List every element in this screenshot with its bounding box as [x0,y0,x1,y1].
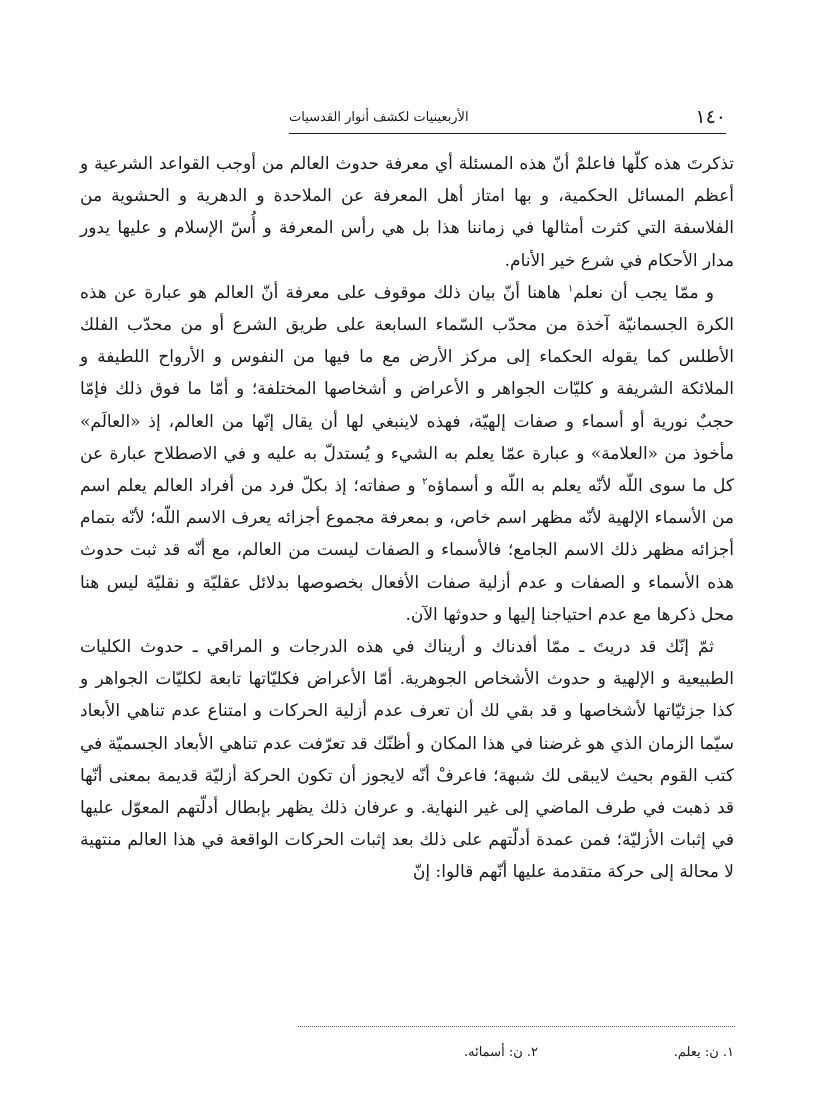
paragraph-2 [80,277,734,631]
paragraph-1: تذكرتَ هذه كلّها فاعلمْ أنّ هذه المسئلة أي معرفة حدوث العالم من أوجب القواعد الشرعية و أعظم المسائل الحكمية، و بها امتاز أهل المعرفة عن الملاحدة و الدهرية و الحشوية من الفلاسفة التي كثرت أمثالها في زماننا هذا بل هي رأس المعرفة و أُسّ الإسلام و عليها يدور مدار الأحكام في شرع خير الأنام. [80,154,734,271]
footnote-1: ١. ن: يعلم. [673,1045,734,1060]
paragraph-2-part-2: هاهنا أنّ بيان ذلك موقوف على معرفة أنّ العالم هو عبارة عن هذه الكرة الجسمانيّة آخذة من محدّب السّماء السابعة على طريق الشرع أو من محدّب الفلك الأطلس كما يقوله الحكماء إلى مركز الأرض مع ما فيها من النفوس و الأرواح اللطيفة و الملائكة الشريفة و كليّات الجواهر و الأعراض و أشخاصها المختلفة؛ و أمّا ما فوق ذلك فإمّا حجبٌ نورية أو أسماء و صفات إلهيّة، فهذه لاينبغي لها أن يقال إنّها من العالم، إذ «العالَم» مأخوذ من «العلامة» و عبارة عمّا يعلم به الشيء و يُستدلّ به عليه و في الاصطلاح عبارة عن كل ما سوى اللّه لأنّه يعلم به اللّه و أسماؤه [80,282,734,497]
header-divider [289,133,726,134]
main-text [80,148,734,889]
page-number: ١٤٠ [695,106,726,128]
footnote-2: ٢. ن: أسمائه. [463,1045,538,1060]
paragraph-2-part-3: و صفاته؛ إذ بكلّ فرد من أفراد العالم يعلم اسم من الأسماء الإلهية لأنّه مظهر اسم خاص، و بمعرفة مجموع أجزائه يعرف الاسم اللّه؛ لأنّه بتمام أجزائه مظهر ذلك الاسم الجامع؛ فالأسماء و الصفات ليست من العالم، مع أنّه قد ثبت حدوث هذه الأسماء و الصفات و عدم أزلية صفات الأفعال بخصوصها بدلائل عقليّة و نقليّة ليس هنا محل ذكرها مع عدم احتياجنا إليها و حدوثها الآن. [80,476,734,625]
running-title: الأربعينيات لكشف أنوار القدسيات [289,110,469,125]
footnotes [80,1043,734,1065]
page-header [289,105,726,133]
footnote-divider [298,1026,735,1027]
footnote-marker-2: ٢ [422,476,428,488]
paragraph-3: ثمّ إنّك قد دريتَ ـ ممّا أفدناك و أريناك في هذه الدرجات و المراقي ـ حدوث الكليات الطبيعية و الإلهية و حدوث الأشخاص الجوهرية. أمّا الأعراض فكليّاتها تابعة لكليّات الجواهر و كذا جزئيّاتها لأشخاصها و قد بقي لك أن تعرف عدم أزلية الحركات و امتناع عدم تناهي الأبعاد سيّما الزمان الذي هو غرضنا في هذا المكان و أظنّك قد تعرّفت عدم تناهي الأبعاد الجسميّة في كتب القوم بحيث لايبقى لك شبهة؛ فاعرفْ أنّه لايجوز أن تكون الحركة أزليّة قديمة بمعنى أنّها قد ذهبت في طرف الماضي إلى غير النهاية. و عرفان ذلك يظهر بإبطال أدلّتهم المعوّل عليها في إثبات الأزليّة؛ فمن عمدة أدلّتهم على ذلك بعد إثبات الحركات الواقعة في هذا العالم منتهية لا محالة إلى حركة متقدمة عليها أنّهم قالوا: إنّ [80,637,734,883]
paragraph-2-part-1: و ممّا يجب أن نعلم [573,282,715,303]
footnote-marker-1: ١ [567,283,574,295]
